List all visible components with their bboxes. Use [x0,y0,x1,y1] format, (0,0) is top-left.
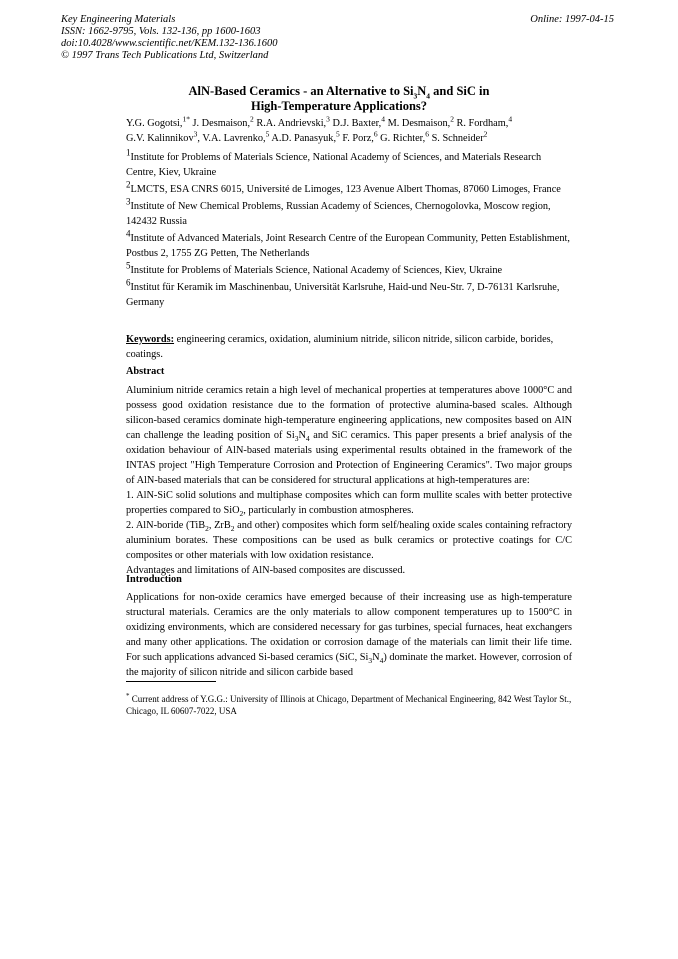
author-mark: 3 [193,129,198,139]
author-mark: 2 [450,114,454,124]
author-mark: 5 [336,129,340,139]
title-part: and SiC in [430,84,490,98]
affiliation-list [126,147,572,312]
footnote-mark: * [126,692,130,700]
author: G.V. Kalinnikov [126,133,194,144]
journal-name: Key Engineering Materials [61,14,176,25]
affiliation [126,277,572,310]
abstract-heading: Abstract [126,366,165,377]
footnote-divider [126,681,216,682]
abstract-text: 1. AlN-SiC solid solutions and multiphase composites which can form mullite scales with better protective properties compared to SiO [126,490,572,516]
title-part: N [417,84,427,98]
author: D.J. Baxter, [329,118,382,129]
introduction-body [126,590,572,680]
affiliation-text: Institute of Advanced Materials, Joint Research Centre of the European Community, Petten Establishment, Postbus 2, 1755 ZG Petten, The Netherlands [126,233,570,259]
title-line-2: High-Temperature Applications? [250,99,428,113]
affiliation-number: 6 [126,277,131,288]
affiliation [126,179,572,197]
subscript: 2 [205,524,209,534]
issn-line: ISSN: 1662-9795, Vols. 132-136, pp 1600-1603 [61,26,261,37]
intro-text: Applications for non-oxide ceramics have emerged because of their increasing use as high-temperature structural materials. Ceramics are the only materials to allow component temperatures up to 1500°C in oxidizing environments, which are considered necessary for gas turbines, special furnaces, heat exchangers and many other applications. The oxidation or corrosion damage of the materials can limit their life time. For such applications advanced Si-based ceramics (SiC, Si [126,592,572,663]
abstract-text: and other) composites which form self/healing oxide scales containing refractory aluminium borates. These compositions can be used as bulk ceramics or protective coatings for C/C composites or other materials with low oxidation resistance. [126,520,572,561]
keywords-label: Keywords: [126,334,175,345]
author-mark: 3 [326,114,330,124]
online-date: Online: 1997-04-15 [530,14,614,25]
subscript: 4 [305,434,310,444]
introduction-heading: Introduction [126,574,182,585]
subscript: 3 [294,434,299,444]
author: S. Schneider [429,133,484,144]
subscript: 4 [379,656,384,666]
author-mark: 4 [508,114,513,124]
keywords-text: engineering ceramics, oxidation, aluminium nitride, silicon nitride, silicon carbide, borides, coatings. [126,334,554,360]
affiliation-text: Institute of New Chemical Problems, Russian Academy of Sciences, Chernogolovka, Moscow region, 142432 Russia [126,201,551,227]
abstract-text: , ZrB [208,520,231,531]
abstract-conclusion: Advantages and limitations of AlN-based composites are discussed. [126,565,406,576]
affiliation-number: 3 [126,196,131,207]
affiliation-text: Institute for Problems of Materials Science, National Academy of Sciences, Kiev, Ukraine [130,265,503,276]
author-mark: 2 [483,129,488,139]
author-list [126,116,572,146]
abstract-text: , particularly in combustion atmospheres. [243,505,414,516]
abstract-paragraph [126,383,572,488]
author-mark: 4 [381,114,385,124]
subscript: 3 [368,656,373,666]
author-mark: 1* [182,114,190,124]
affiliation-number: 4 [126,228,131,239]
journal-header [61,14,278,62]
copyright-line: © 1997 Trans Tech Publications Ltd, Switzerland [61,50,269,61]
affiliation-number: 1 [126,147,131,158]
author: G. Richter, [377,133,426,144]
abstract-text: 2. AlN-boride (TiB [126,520,206,531]
author: J. Desmaison, [189,118,251,129]
affiliation-number: 5 [126,260,131,271]
abstract-text: N [298,430,306,441]
keywords [126,332,572,362]
affiliation [126,147,572,180]
intro-text: ) dominate the market. However, corrosion of the majority of silicon nitride and silicon carbide based [126,652,572,678]
author: R. Fordham, [453,118,509,129]
author: , V.A. Lavrenko, [197,133,266,144]
footnote [126,693,572,717]
paper-title [100,84,578,114]
abstract-item-2 [126,518,572,563]
subscript: 2 [230,524,235,534]
author: R.A. Andrievski, [253,118,327,129]
author: M. Desmaison, [385,118,451,129]
affiliation [126,196,572,229]
title-part: AlN-Based Ceramics - an Alternative to Si [188,84,414,98]
abstract-text: and SiC ceramics. This paper presents a brief analysis of the oxidation behaviour of AlN-based materials using experimental results obtained in the framework of the INTAS project "High Temperature Corrosion and Protection of Engineering Ceramics". Two major groups of AlN-based materials that can be considered for structural applications at high-temperatures are: [126,430,572,486]
title-subscript: 4 [426,91,431,101]
footnote-text: Current address of Y.G.G.: University of Illinois at Chicago, Department of Mechanical Engineering, 842 West Taylor St., Chicago, IL 60607-7022, USA [126,694,572,716]
author-mark: 6 [425,129,429,139]
author: Y.G. Gogotsi, [126,118,183,129]
affiliation-text: Institut für Keramik im Maschinenbau, Universität Karlsruhe, Haid-und Neu-Str. 7, D-76131 Karlsruhe, Germany [126,282,560,308]
author-mark: 5 [265,129,270,139]
author-mark: 6 [373,129,378,139]
doi-line: doi:10.4028/www.scientific.net/KEM.132-136.1600 [61,38,278,49]
introduction-paragraph [126,590,572,680]
affiliation [126,260,572,278]
author-mark: 2 [250,114,254,124]
affiliation-number: 2 [126,179,131,190]
abstract-body [126,383,572,578]
intro-text: N [372,652,380,663]
title-subscript: 3 [413,91,418,101]
affiliation [126,228,572,261]
affiliation-text: LMCTS, ESA CNRS 6015, Université de Limoges, 123 Avenue Albert Thomas, 87060 Limoges, France [130,184,561,195]
abstract-item-1 [126,488,572,518]
author: F. Porz, [339,133,374,144]
abstract-text: Aluminium nitride ceramics retain a high level of mechanical properties at temperatures above 1000°C and possess good oxidation resistance due to the formation of protective alumina-based scales. Although silicon-based ceramics dominate high-temperature engineering applications, new composites based on AlN can challenge the leading position of Si [126,385,572,441]
affiliation-text: Institute for Problems of Materials Science, National Academy of Sciences, and Materials Research Centre, Kiev, Ukraine [126,152,542,178]
subscript: 2 [239,509,244,519]
author: A.D. Panasyuk, [269,133,337,144]
